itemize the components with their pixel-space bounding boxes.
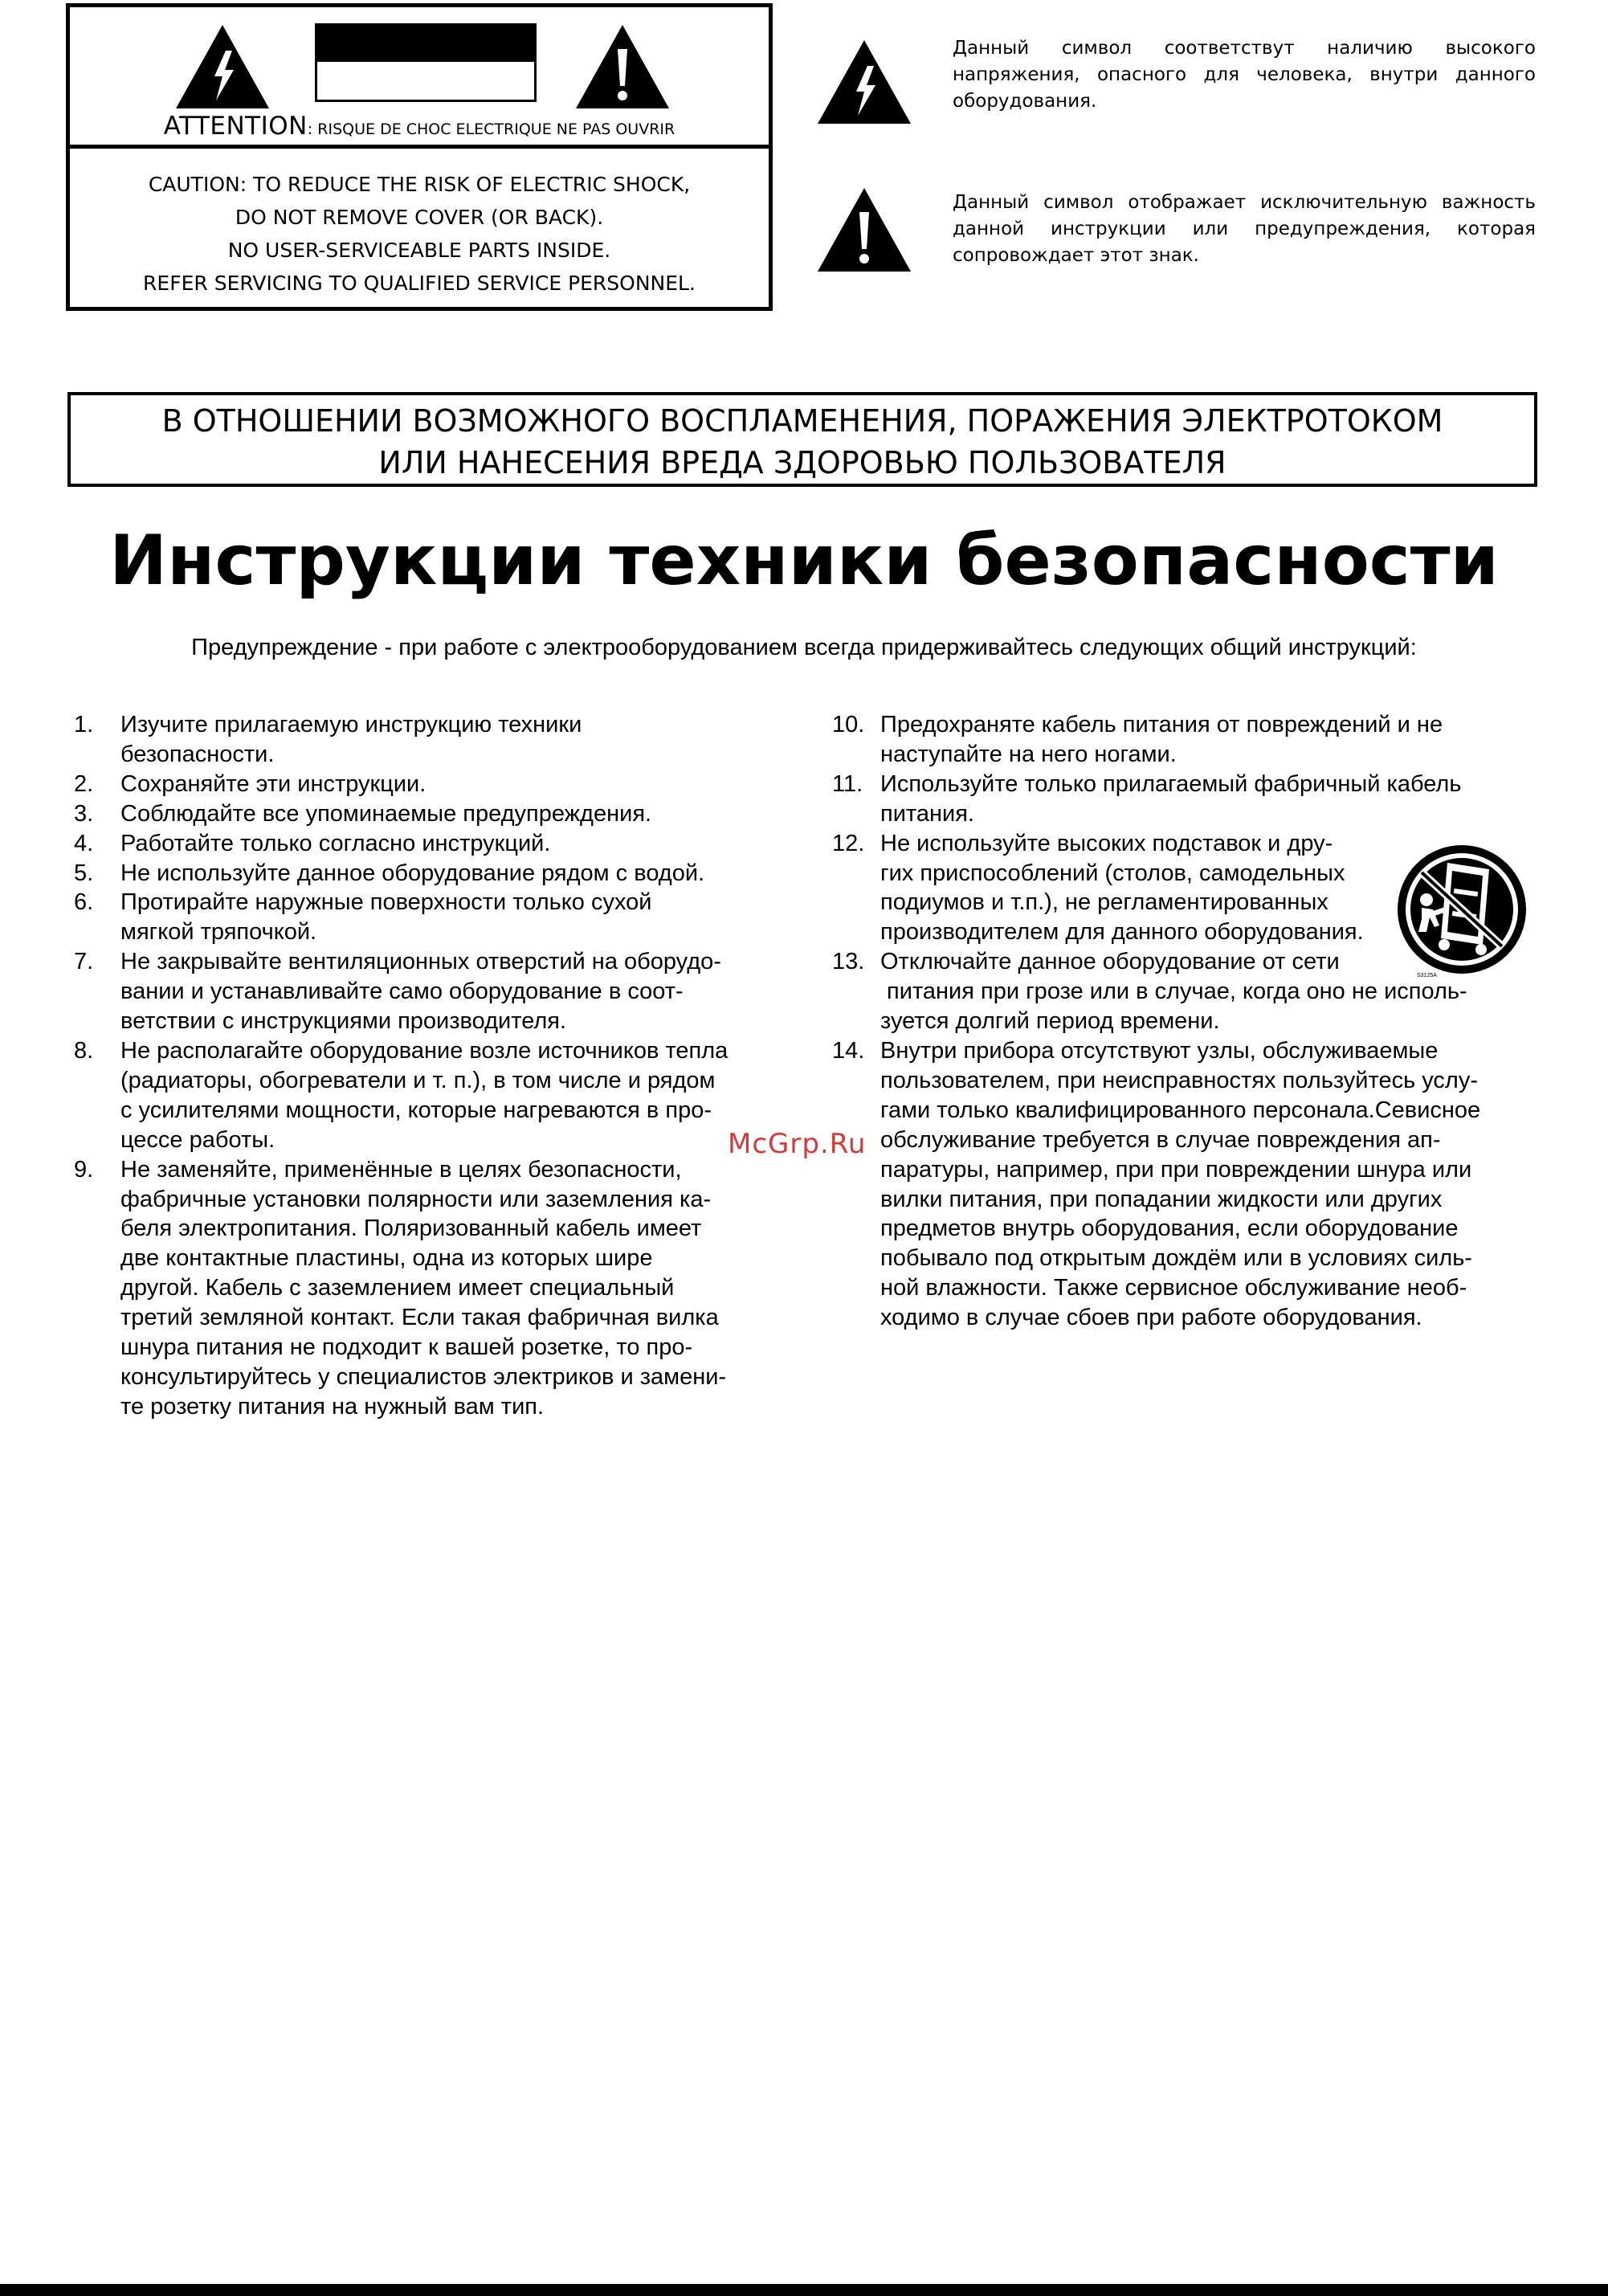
cart-icon-label: S3125A — [1417, 973, 1437, 977]
item-line: Внутри прибора отсутствуют узлы, обслуживаемые — [880, 1037, 1439, 1064]
list-item — [832, 710, 1539, 770]
item-number: 3. — [74, 800, 94, 827]
item-line: с усилителями мощности, которые нагреваются в про- — [120, 1097, 712, 1123]
item-line: Не заменяйте, применённые в целях безопасности, — [120, 1156, 682, 1183]
warning-heading-line: В ОТНОШЕНИИ ВОЗМОЖНОГО ВОСПЛАМЕНЕНИЯ, ПОРАЖЕНИЯ ЭЛЕКТРОТОКОМ — [161, 403, 1443, 439]
item-line: фабричные установки полярности или заземления ка- — [120, 1186, 712, 1212]
item-number: 13. — [832, 949, 865, 975]
item-line: ходимо в случае сбоев при работе оборудования. — [880, 1305, 1422, 1331]
item-line: паратуры, например, при при повреждении шнура или — [880, 1156, 1472, 1183]
item-line: Не используйте данное оборудование рядом с водой. — [120, 860, 705, 886]
item-line: шнура питания не подходит к вашей розетке, то про- — [120, 1334, 693, 1361]
item-line: вании и устанавливайте само оборудование в соот- — [120, 978, 684, 1005]
item-number: 8. — [74, 1037, 94, 1064]
item-line: побывало под открытым дождём или в условиях силь- — [880, 1245, 1472, 1272]
exclamation-symbol-text: Данный символ отображает исключительную важность данной инструкции или предупреждения, которая сопровождает этот знак. — [953, 192, 1536, 266]
list-item — [74, 1155, 797, 1422]
warning-heading-box — [67, 392, 1537, 487]
bottom-bar — [0, 2284, 1608, 2296]
item-line: обслуживание требуется в случае повреждения ап- — [880, 1126, 1441, 1153]
item-line: вилки питания, при попадании жидкости или других — [880, 1186, 1443, 1212]
item-line: подиумов и т.п.), не регламентированных — [880, 889, 1328, 916]
item-number: 7. — [74, 949, 94, 975]
high-voltage-warning-icon — [174, 23, 271, 110]
list-item — [74, 1036, 797, 1155]
item-line: мягкой тряпочкой. — [120, 919, 317, 946]
item-line: питания. — [880, 800, 974, 827]
item-line: гами только квалифицированного персонала.Севисное — [880, 1097, 1481, 1123]
item-number: 5. — [74, 860, 94, 886]
caution-line: REFER SERVICING TO QUALIFIED SERVICE PERSONNEL. — [143, 272, 696, 295]
watermark-text: McGrp.Ru — [728, 1128, 867, 1160]
item-number: 10. — [832, 712, 865, 737]
item-line: те розетку питания на нужный вам тип. — [120, 1393, 545, 1420]
exclamation-symbol-icon — [816, 186, 912, 273]
warning-heading-line: ИЛИ НАНЕСЕНИЯ ВРЕДА ЗДОРОВЬЮ ПОЛЬЗОВАТЕЛЯ — [378, 445, 1226, 480]
item-line: Отключайте данное оборудование от сети — [880, 949, 1340, 975]
item-line: беля электропитания. Поляризованный кабель имеет — [120, 1215, 702, 1242]
list-item — [74, 799, 797, 829]
item-line: гих приспособлений (столов, самодельных — [880, 860, 1345, 886]
caution-label-box — [66, 3, 773, 311]
page-subtitle: Предупреждение - при работе с электрооборудованием всегда придерживайтесь следующих общий инструкций: — [191, 635, 1417, 660]
caution-label-top — [70, 7, 769, 149]
item-number: 11. — [832, 770, 863, 797]
item-number: 14. — [832, 1037, 865, 1064]
attention-line — [70, 112, 769, 141]
item-number: 12. — [832, 830, 865, 856]
item-line: ветствии с инструкциями производителя. — [120, 1008, 567, 1035]
item-line: Не используйте высоких подставок и дру- — [880, 830, 1333, 856]
item-line: ной влажности. Также сервисное обслуживание необ- — [880, 1275, 1467, 1301]
item-line: консультируйтесь у специалистов электриков и замени- — [120, 1363, 727, 1390]
list-item — [74, 829, 797, 859]
cart-tip-over-warning-icon — [1394, 842, 1529, 977]
item-line: Работайте только согласно инструкций. — [120, 830, 551, 856]
item-line: безопасности. — [120, 741, 275, 767]
high-voltage-symbol-text: Данный символ соответствут наличию высокого напряжения, опасного для человека, внутри данного оборудования. — [953, 38, 1536, 112]
item-line: две контактные пластины, одна из которых шире — [120, 1245, 653, 1272]
instructions-right-column — [832, 710, 1539, 1333]
attention-word: ATTENTION — [163, 112, 308, 141]
caution-line: NO USER-SERVICEABLE PARTS INSIDE. — [227, 239, 611, 262]
list-item — [74, 710, 797, 770]
item-line: Протирайте наружные поверхности только сухой — [120, 889, 652, 916]
item-line: (радиаторы, обогреватели и т. п.), в том числе и рядом — [120, 1067, 716, 1093]
exclamation-warning-icon — [574, 23, 671, 110]
list-item — [832, 1036, 1539, 1333]
item-line: Используйте только прилагаемый фабричный кабель — [880, 770, 1462, 797]
item-line: Изучите прилагаемую инструкцию техники — [120, 712, 582, 737]
item-line: другой. Кабель с заземлением имеет специальный — [120, 1275, 675, 1301]
caution-line: DO NOT REMOVE COVER (OR BACK). — [235, 206, 604, 229]
list-item — [74, 947, 797, 1036]
list-item — [74, 859, 797, 889]
item-line: наступайте на него ногами. — [880, 741, 1177, 767]
list-item — [74, 888, 797, 947]
caution-text — [70, 168, 769, 300]
caution-line: CAUTION: TO REDUCE THE RISK OF ELECTRIC SHOCK, — [148, 173, 691, 196]
item-line: Соблюдайте все упоминаемые предупреждения. — [120, 800, 652, 827]
item-line: питания при грозе или в случае, когда оно не исполь- — [880, 978, 1467, 1005]
instructions-left-column — [74, 710, 797, 1422]
caution-label-rectangle — [315, 23, 537, 102]
item-number: 1. — [74, 712, 94, 737]
item-line: производителем для данного оборудования. — [880, 919, 1364, 946]
item-line: Предохраняте кабель питания от повреждений и не — [880, 712, 1443, 737]
item-line: цессе работы. — [120, 1126, 275, 1153]
item-line: Не закрывайте вентиляционных отверстий на оборудо- — [120, 949, 721, 975]
item-number: 2. — [74, 770, 94, 797]
item-number: 9. — [74, 1156, 94, 1183]
item-number: 6. — [74, 889, 94, 916]
item-number: 4. — [74, 830, 94, 856]
item-line: третий земляной контакт. Если такая фабричная вилка — [120, 1305, 719, 1331]
item-line: зуется долгий период времени. — [880, 1008, 1220, 1035]
attention-french-text: : RISQUE DE CHOC ELECTRIQUE NE PAS OUVRIR — [307, 121, 675, 138]
list-item — [832, 770, 1539, 829]
list-item — [74, 770, 797, 799]
page-title: Инструкции техники безопасности — [109, 521, 1499, 601]
high-voltage-symbol-icon — [816, 39, 912, 125]
item-line: Сохраняйте эти инструкции. — [120, 770, 426, 797]
item-line: Не располагайте оборудование возле источников тепла — [120, 1037, 728, 1064]
item-line: пользователем, при неисправностях пользуйтесь услу- — [880, 1067, 1479, 1093]
item-line: предметов внутрь оборудования, если оборудование — [880, 1215, 1459, 1242]
